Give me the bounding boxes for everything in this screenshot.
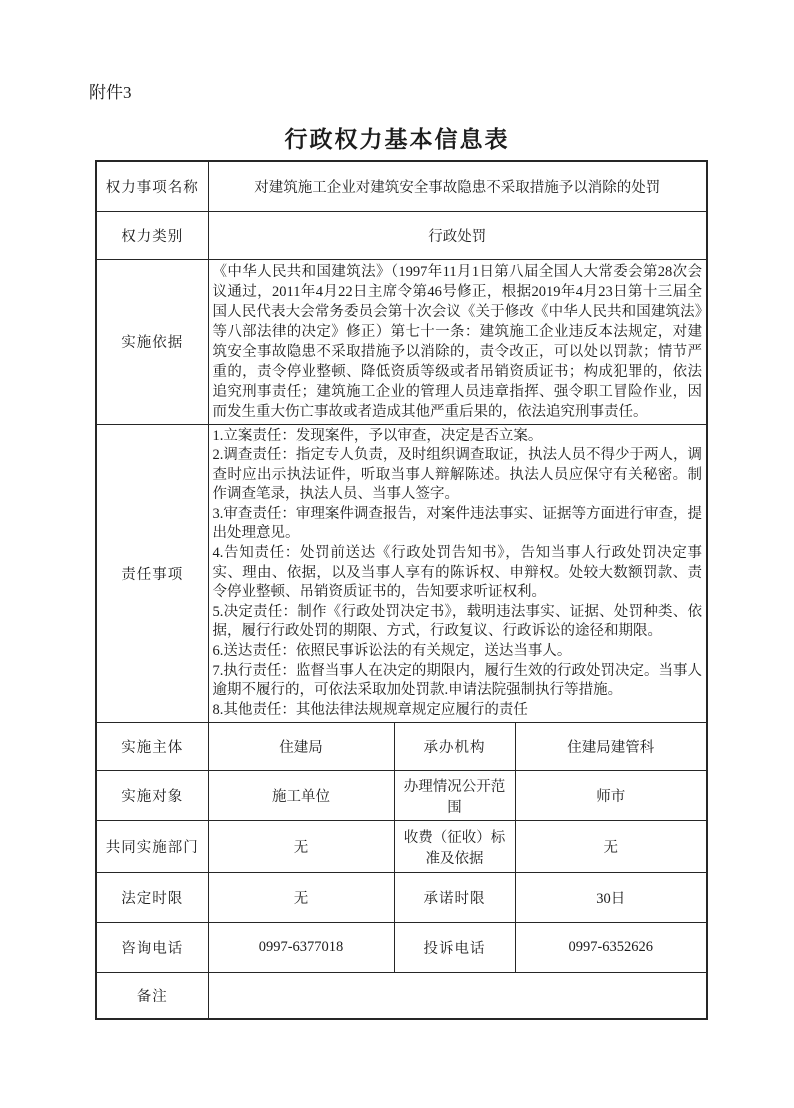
responsibility-items-list [208, 424, 707, 723]
statutory-time-limit-value: 无 [208, 873, 394, 923]
power-item-name-value: 对建筑施工企业对建筑安全事故隐患不采取措施予以消除的处罚 [208, 161, 707, 211]
handling-agency-value: 住建局建管科 [515, 723, 707, 771]
joint-departments-label: 共同实施部门 [96, 821, 208, 873]
table-row-responsibility-items [96, 424, 707, 723]
statutory-time-limit-label: 法定时限 [96, 873, 208, 923]
duty-item-2: 2.调查责任：指定专人负责，及时组织调查取证，执法人员不得少于两人，调查时应出示执法证件，听取当事人辩解陈述。执法人员应保守有关秘密。制作调查笔录，执法人员、当事人签字。 [212, 447, 702, 503]
joint-departments-value: 无 [208, 821, 394, 873]
table-row-phones [96, 923, 707, 973]
duty-item-1: 1.立案责任：发现案件，予以审查，决定是否立案。 [212, 427, 543, 444]
table-row-power-item-name [96, 161, 707, 211]
table-row-joint-departments [96, 821, 707, 873]
duty-item-8: 8.其他责任：其他法律法规规章规定应履行的责任 [212, 701, 528, 718]
duty-item-5: 5.决定责任：制作《行政处罚决定书》，载明违法事实、证据、处罚种类、依据，履行行政处罚的期限、方式，行政复议、行政诉讼的途径和期限。 [212, 603, 702, 640]
implementation-basis-label: 实施依据 [96, 259, 208, 424]
complaint-phone-value: 0997-6352626 [515, 923, 707, 973]
admin-power-info-table [95, 160, 708, 1020]
consultation-phone-value: 0997-6377018 [208, 923, 394, 973]
consultation-phone-label: 咨询电话 [96, 923, 208, 973]
implementing-body-label: 实施主体 [96, 723, 208, 771]
power-item-name-label: 权力事项名称 [96, 161, 208, 211]
table-row-statutory-time-limit [96, 873, 707, 923]
promised-time-limit-label: 承诺时限 [394, 873, 515, 923]
power-category-label: 权力类别 [96, 211, 208, 259]
implementing-body-value: 住建局 [208, 723, 394, 771]
table-row-implementing-body [96, 723, 707, 771]
table-row-remarks [96, 973, 707, 1019]
disclosure-scope-value: 师市 [515, 771, 707, 821]
remarks-value [208, 973, 707, 1019]
table-row-implementation-target [96, 771, 707, 821]
attachment-label: 附件3 [89, 83, 132, 102]
power-category-value: 行政处罚 [208, 211, 707, 259]
fee-standard-value: 无 [515, 821, 707, 873]
remarks-label: 备注 [96, 973, 208, 1019]
complaint-phone-label: 投诉电话 [394, 923, 515, 973]
duty-item-6: 6.送达责任：依照民事诉讼法的有关规定，送达当事人。 [212, 643, 572, 660]
duty-item-3: 3.审查责任：审理案件调查报告，对案件违法事实、证据等方面进行审查，提出处理意见。 [212, 505, 702, 542]
disclosure-scope-label: 办理情况公开范围 [394, 771, 515, 821]
fee-standard-label: 收费（征收）标准及依据 [394, 821, 515, 873]
implementation-target-label: 实施对象 [96, 771, 208, 821]
table-row-power-category [96, 211, 707, 259]
handling-agency-label: 承办机构 [394, 723, 515, 771]
responsibility-items-label: 责任事项 [96, 424, 208, 723]
promised-time-limit-value: 30日 [515, 873, 707, 923]
table-row-implementation-basis [96, 259, 707, 424]
implementation-target-value: 施工单位 [208, 771, 394, 821]
page-title: 行政权力基本信息表 [284, 127, 510, 152]
duty-item-7: 7.执行责任：监督当事人在决定的期限内，履行生效的行政处罚决定。当事人逾期不履行的，可依法采取加处罚款.申请法院强制执行等措施。 [212, 662, 702, 699]
duty-item-4: 4.告知责任：处罚前送达《行政处罚告知书》，告知当事人行政处罚决定事实、理由、依据，以及当事人享有的陈诉权、申辩权。处较大数额罚款、责令停业整顿、吊销资质证书的，告知要求听证权利。 [212, 545, 702, 601]
implementation-basis-text: 《中华人民共和国建筑法》（1997年11月1日第八届全国人大常委会第28次会议通过，2011年4月22日主席令第46号修正，根据2019年4月23日第十三届全国人民代表大会常务委员会第十次会议《关于修改《中华人民共和国建筑法》等八部法律的决定》修正）第七十一条：建筑施工企业违反本法规定，对建筑安全事故隐患不采取措施予以消除的，责令改正，可以处以罚款；情节严重的，责令停业整顿、降低资质等级或者吊销资质证书；构成犯罪的，依法追究刑事责任；建筑施工企业的管理人员违章指挥、强令职工冒险作业，因而发生重大伤亡事故或者造成其他严重后果的，依法追究刑事责任。 [208, 259, 707, 424]
